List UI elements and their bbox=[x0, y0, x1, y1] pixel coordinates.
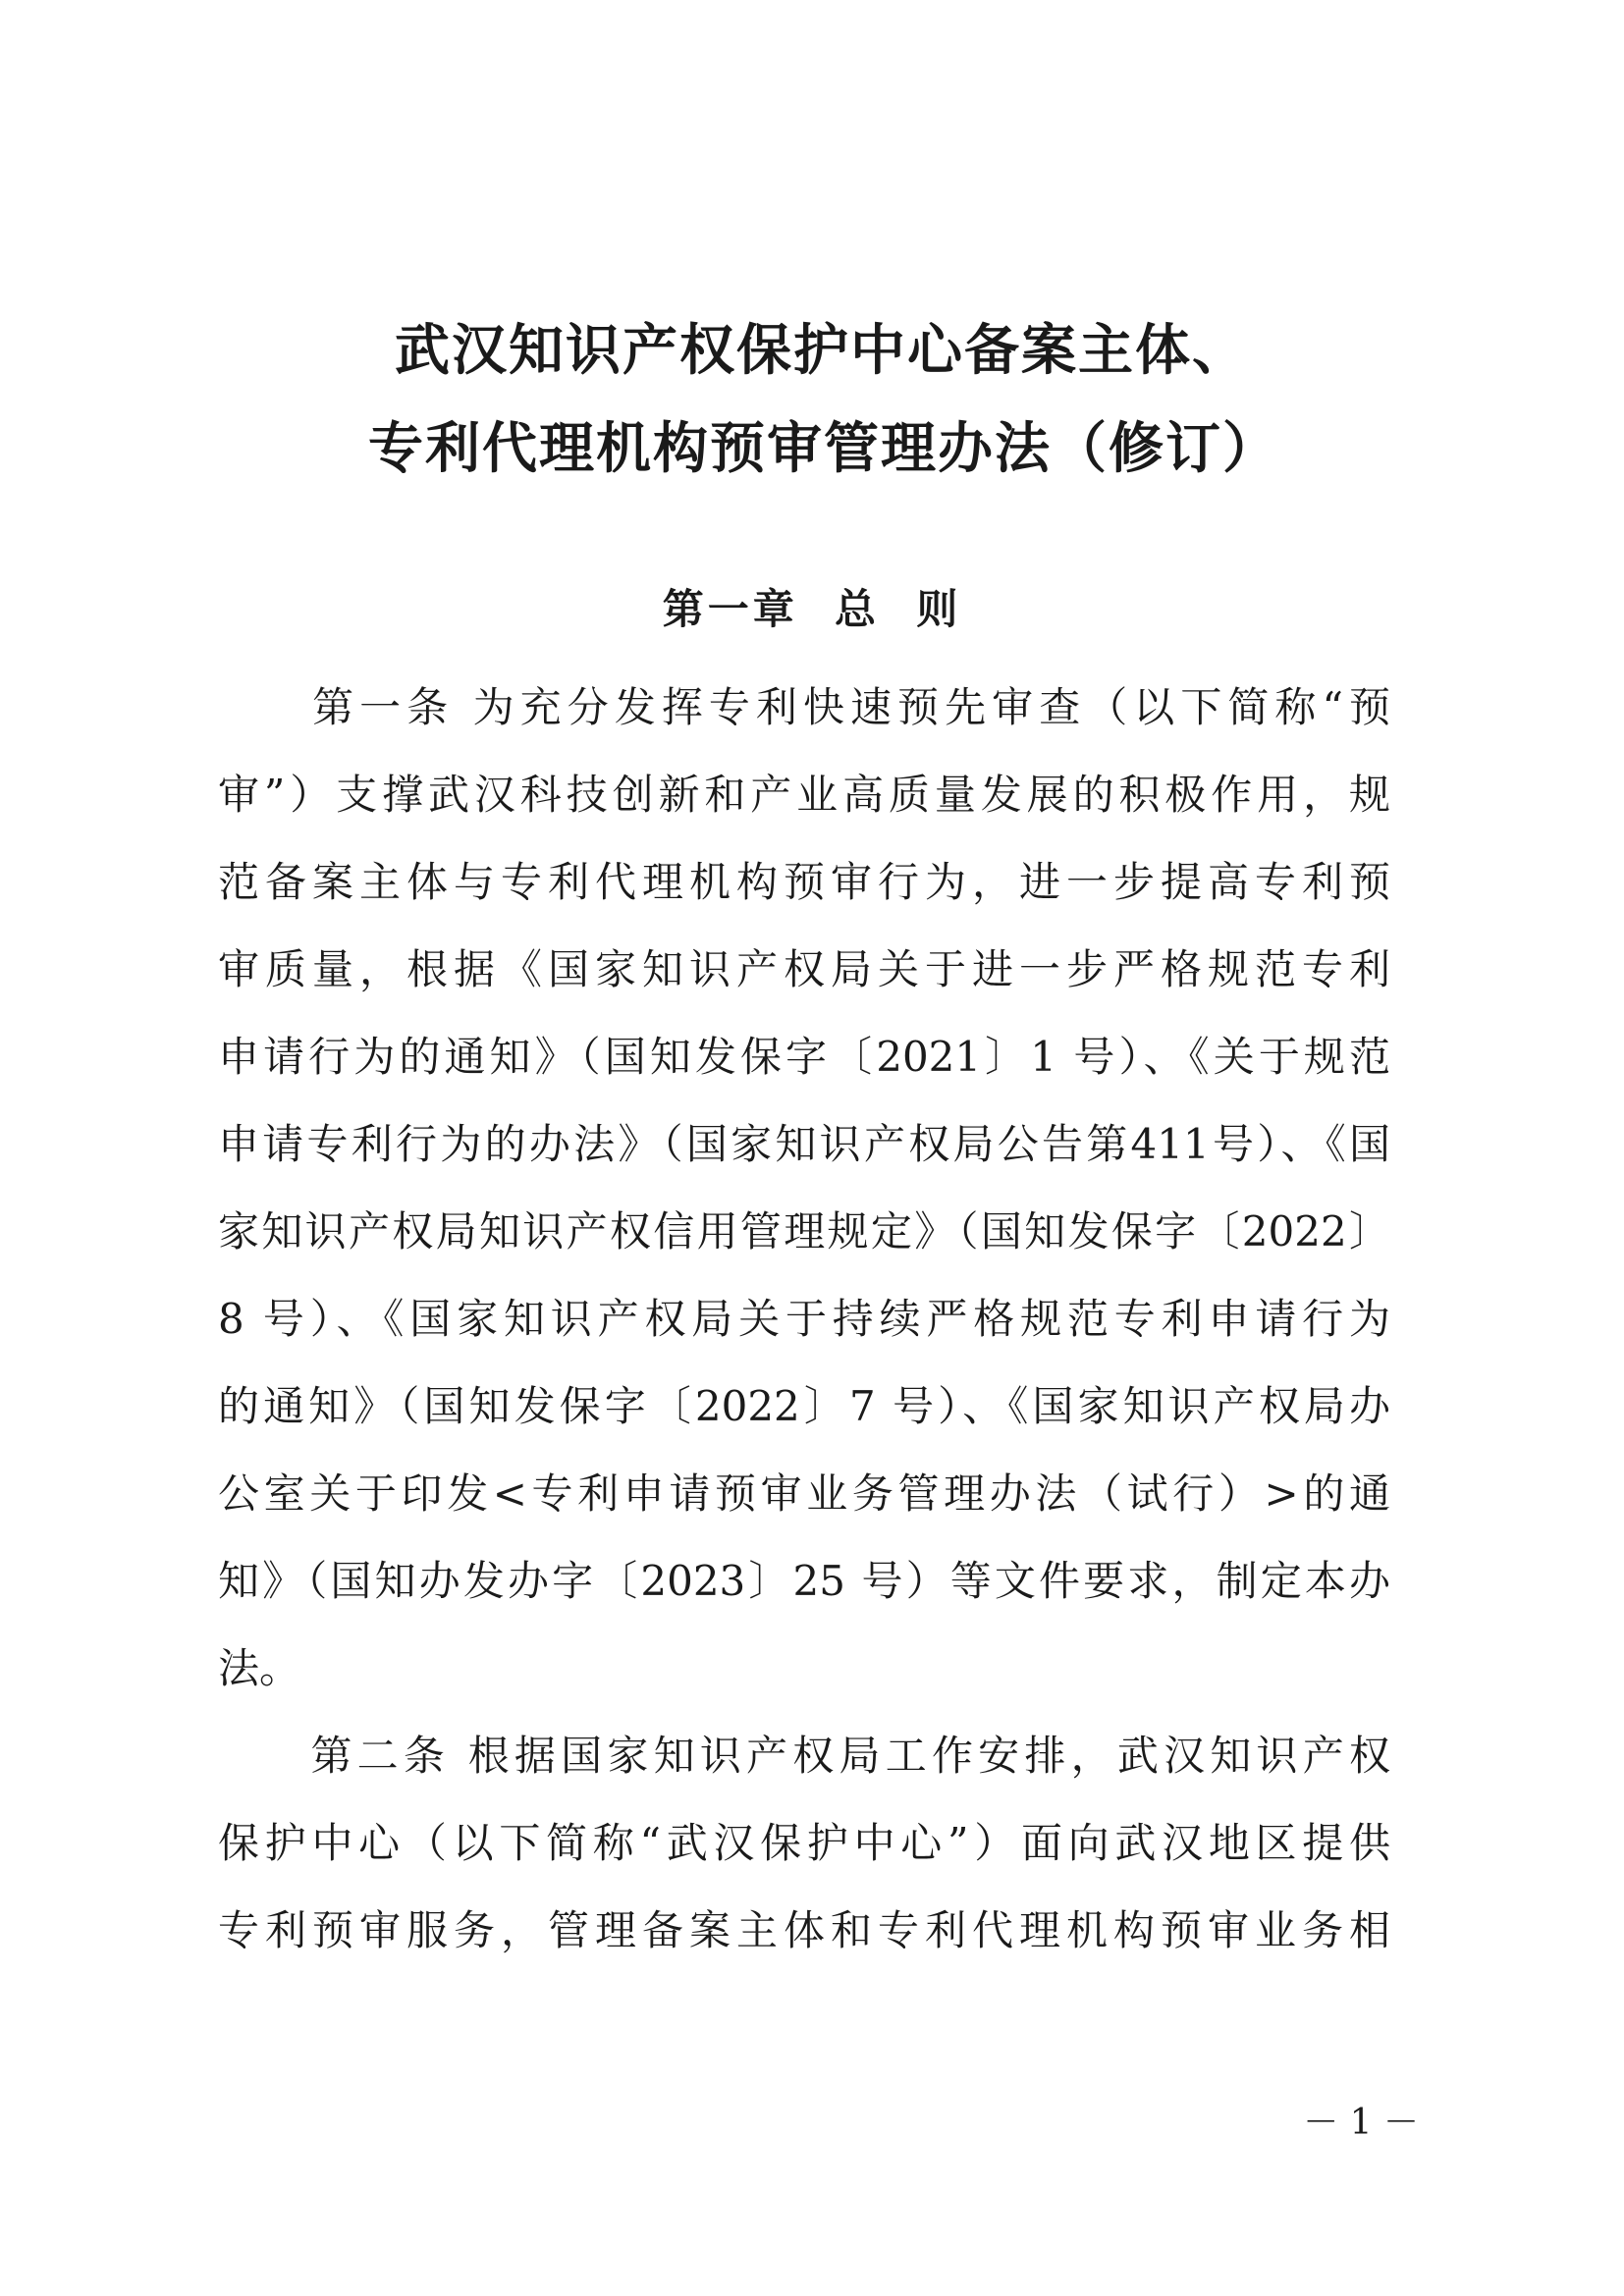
body-line: 家知识产权局知识产权信用管理规定》（国知发保字〔2022〕 bbox=[218, 1207, 1390, 1255]
body-line: 8 号）、《国家知识产权局关于持续严格规范专利申请行为 bbox=[218, 1295, 1390, 1343]
page-number: － 1 － bbox=[1303, 2103, 1419, 2143]
body-line: 申请专利行为的办法》（国家知识产权局公告第411号）、《国 bbox=[218, 1120, 1390, 1168]
body-line: 的通知》（国知发保字〔2022〕7 号）、《国家知识产权局办 bbox=[218, 1382, 1390, 1430]
body-line: 知》（国知办发办字〔2023〕25 号）等文件要求，制定本办 bbox=[218, 1557, 1390, 1605]
body-line: 申请行为的通知》（国知发保字〔2021〕1 号）、《关于规范 bbox=[218, 1033, 1390, 1081]
body-line: 第二条 根据国家知识产权局工作安排，武汉知识产权 bbox=[218, 1732, 1390, 1780]
body-line: 保护中心（以下简称“武汉保护中心”）面向武汉地区提供 bbox=[218, 1819, 1390, 1867]
body-line: 法。 bbox=[218, 1644, 301, 1692]
chapter-heading: 第一章 总 则 bbox=[662, 585, 962, 633]
body-line: 第一条 为充分发挥专利快速预先审查（以下简称“预 bbox=[218, 683, 1390, 731]
body-line: 审”）支撑武汉科技创新和产业高质量发展的积极作用，规 bbox=[218, 771, 1390, 819]
body-line: 公室关于印发<专利申请预审业务管理办法（试行）>的通 bbox=[218, 1469, 1390, 1518]
document-title-line-2: 专利代理机构预审管理办法（修订） bbox=[368, 417, 1279, 481]
body-line: 审质量，根据《国家知识产权局关于进一步严格规范专利 bbox=[218, 945, 1390, 993]
body-line: 专利预审服务，管理备案主体和专利代理机构预审业务相 bbox=[218, 1906, 1390, 1954]
document-title-line-1: 武汉知识产权保护中心备案主体、 bbox=[395, 319, 1249, 383]
body-line: 范备案主体与专利代理机构预审行为，进一步提高专利预 bbox=[218, 858, 1390, 906]
